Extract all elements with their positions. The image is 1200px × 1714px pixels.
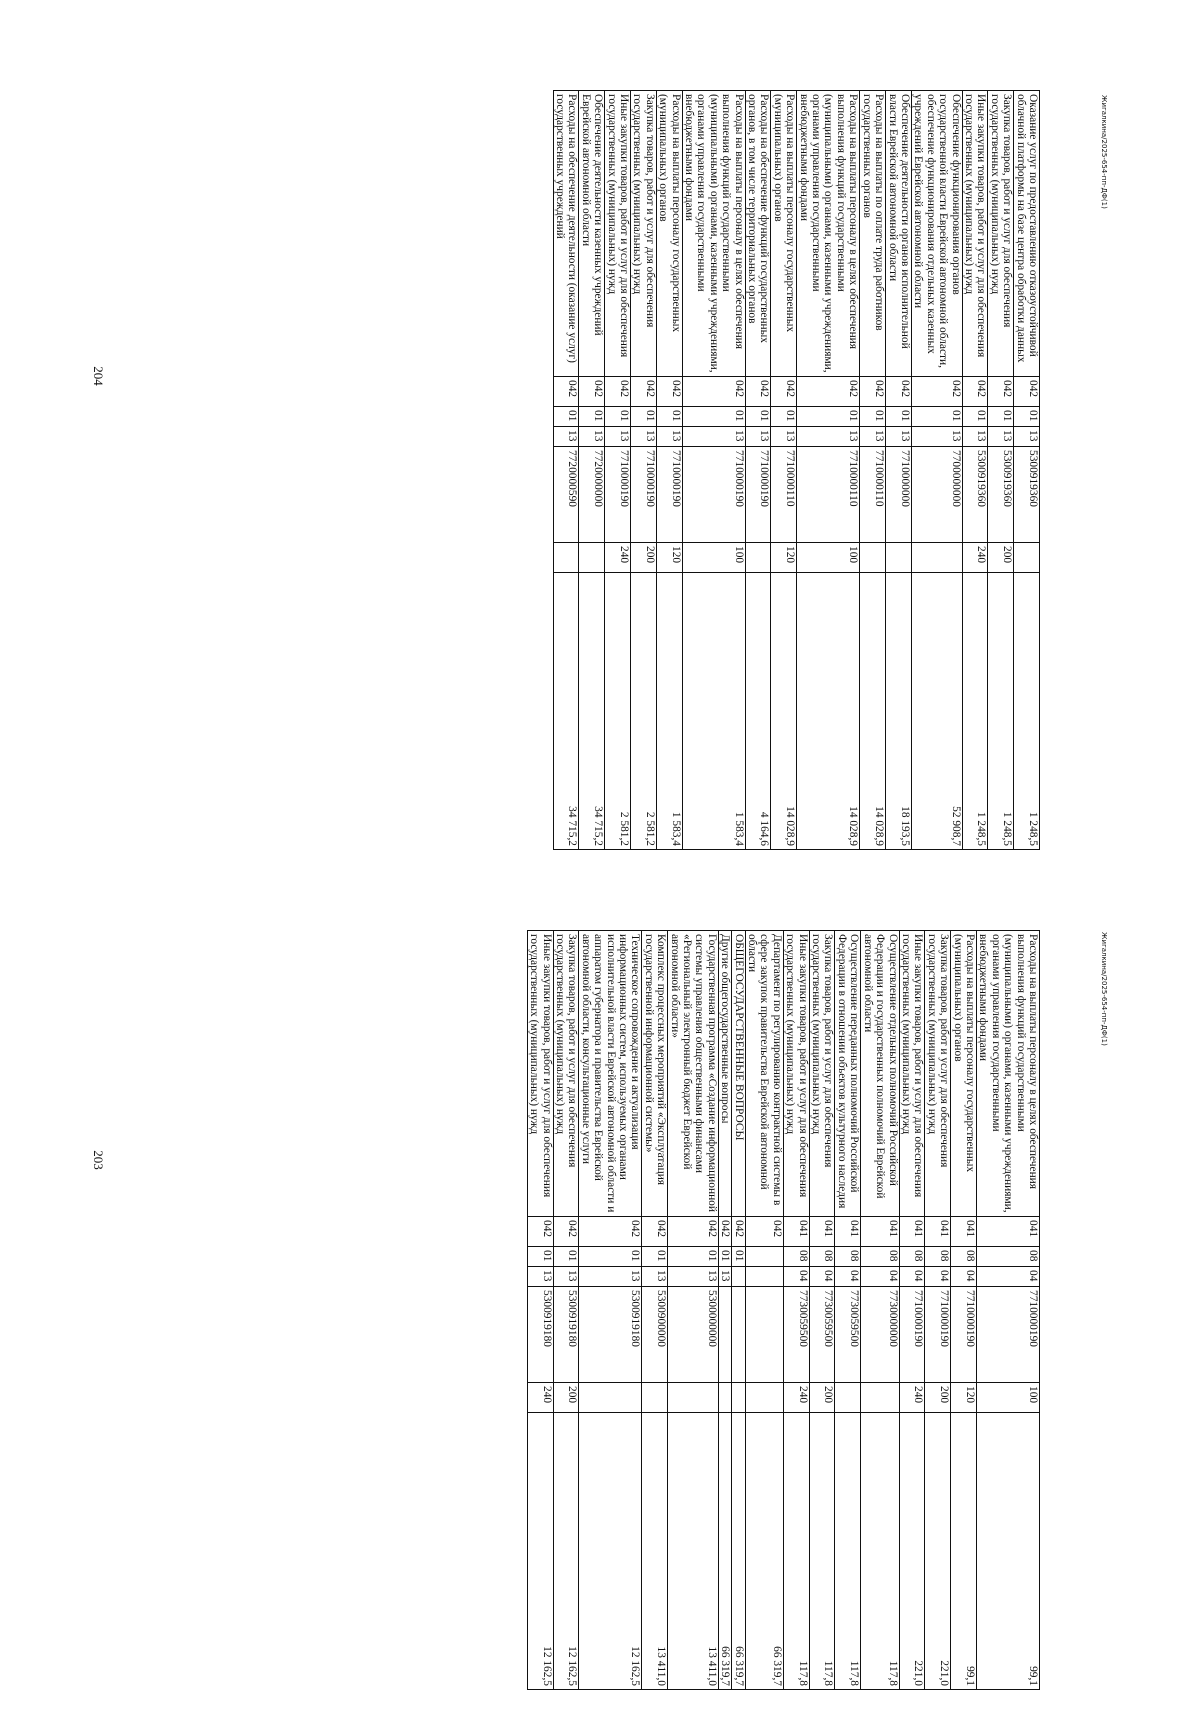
code-subsection: 13 [797, 427, 860, 447]
row-name: Комплекс процессных мероприятий «Эксплуатация государственной информационной системы» [642, 931, 668, 1217]
row-amount: 13 411,0 [668, 1413, 719, 1690]
row-amount: 12 162,5 [553, 1413, 579, 1690]
code-grbs: 042 [797, 377, 860, 407]
code-target-item: 7710000190 [745, 447, 771, 543]
code-expense-type [886, 543, 912, 573]
code-target-item: 5300919180 [553, 1287, 579, 1383]
code-subsection: 13 [631, 427, 657, 447]
code-target-item: 7710000190 [656, 447, 682, 543]
code-expense-type: 120 [951, 1383, 977, 1413]
code-expense-type [745, 543, 771, 573]
table-row [579, 931, 642, 1690]
row-name: Осуществление отдельных полномочий Российской Федерации и государственных полномочий Еврейской автономной области [861, 931, 899, 1217]
row-name: Расходы на выплаты персоналу государственных (муниципальных) органов [656, 91, 682, 377]
code-subsection: 13 [911, 427, 962, 447]
code-section: 08 [951, 1247, 977, 1267]
row-name: Обеспечение деятельности органов исполнительной власти Еврейской автономной области [886, 91, 912, 377]
code-subsection: 04 [951, 1267, 977, 1287]
code-section: 01 [718, 1247, 731, 1267]
code-section: 01 [886, 407, 912, 427]
budget-table [527, 930, 1040, 1690]
code-section: 01 [988, 407, 1014, 427]
code-expense-type: 200 [553, 1383, 579, 1413]
row-name: Закупка товаров, работ и услуг для обеспечения государственных (муниципальных) нужд [553, 931, 579, 1217]
table-row [886, 91, 912, 850]
document-code: Жигалкина/2025-654-пп-ДФ(1) [1100, 932, 1108, 1046]
code-target-item [718, 1287, 731, 1383]
table-row [988, 91, 1014, 850]
row-amount: 117,8 [861, 1413, 899, 1690]
row-amount: 2 581,2 [631, 573, 657, 850]
code-section: 08 [861, 1247, 899, 1267]
code-target-item [745, 1287, 783, 1383]
code-subsection: 13 [642, 1267, 668, 1287]
budget-table [553, 90, 1040, 850]
code-section: 01 [656, 407, 682, 427]
table-row [579, 91, 605, 850]
code-grbs: 041 [809, 1217, 835, 1247]
row-name: Закупка товаров, работ и услуг для обеспечения государственных (муниципальных) нужд [809, 931, 835, 1217]
code-section: 01 [682, 407, 745, 427]
row-amount: 12 162,5 [579, 1413, 642, 1690]
code-section: 01 [745, 407, 771, 427]
table-row [605, 91, 631, 850]
code-expense-type: 240 [962, 543, 988, 573]
row-amount: 117,8 [783, 1413, 809, 1690]
code-target-item: 7700000000 [911, 447, 962, 543]
row-amount: 1 248,5 [1014, 573, 1040, 850]
row-name: Иные закупки товаров, работ и услуг для обеспечения государственных (муниципальных) нужд [783, 931, 809, 1217]
row-amount: 12 162,5 [527, 1413, 553, 1690]
code-section: 01 [527, 1247, 553, 1267]
table-row [976, 931, 1039, 1690]
code-target-item: 7710000190 [976, 1287, 1039, 1383]
code-section: 08 [809, 1247, 835, 1267]
table-row [925, 931, 951, 1690]
code-target-item: 5300919360 [1014, 447, 1040, 543]
code-section: 01 [1014, 407, 1040, 427]
code-subsection: 13 [860, 427, 886, 447]
row-name: Закупка товаров, работ и услуг для обеспечения государственных (муниципальных) нужд [631, 91, 657, 377]
table-row [861, 931, 899, 1690]
row-name: Расходы на выплаты персоналу государственных (муниципальных) органов [951, 931, 977, 1217]
code-grbs: 041 [951, 1217, 977, 1247]
code-expense-type [861, 1383, 899, 1413]
code-subsection: 13 [668, 1267, 719, 1287]
table-row [642, 931, 668, 1690]
code-target-item: 7710000190 [925, 1287, 951, 1383]
code-grbs: 042 [745, 377, 771, 407]
code-expense-type [642, 1383, 668, 1413]
row-name: Расходы на выплаты персоналу государственных (муниципальных) органов [771, 91, 797, 377]
table-row [809, 931, 835, 1690]
code-expense-type [860, 543, 886, 573]
row-amount: 13 411,0 [642, 1413, 668, 1690]
code-section: 08 [835, 1247, 861, 1267]
table-row [718, 931, 731, 1690]
code-subsection: 13 [553, 427, 579, 447]
row-amount: 1 583,4 [682, 573, 745, 850]
code-grbs: 041 [976, 1217, 1039, 1247]
code-target-item: 5300919360 [988, 447, 1014, 543]
code-section: 08 [899, 1247, 925, 1267]
code-grbs: 042 [1014, 377, 1040, 407]
code-section [745, 1247, 783, 1267]
budget-page-204 [300, 90, 1040, 850]
code-grbs: 042 [668, 1217, 719, 1247]
code-subsection: 13 [988, 427, 1014, 447]
row-name: Другие общегосударственные вопросы [718, 931, 731, 1217]
code-grbs: 041 [835, 1217, 861, 1247]
code-section: 01 [631, 407, 657, 427]
row-name: Расходы на выплаты персоналу в целях обеспечения выполнения функций государственными (муниципальными) органами, казенными учреждениями, органами управления государственными внебюджетными фондами [976, 931, 1039, 1217]
row-amount: 1 248,5 [962, 573, 988, 850]
code-grbs: 041 [861, 1217, 899, 1247]
code-section: 01 [642, 1247, 668, 1267]
code-target-item: 7710000190 [899, 1287, 925, 1383]
code-target-item: 7730000000 [861, 1287, 899, 1383]
code-target-item: 7730059500 [783, 1287, 809, 1383]
code-target-item: 7710000000 [886, 447, 912, 543]
code-expense-type: 240 [783, 1383, 809, 1413]
row-name: Расходы на выплаты по оплате труда работников государственных органов [860, 91, 886, 377]
document-code: Жигалкина/2025-654-пп-ДФ(1) [1100, 95, 1108, 209]
table-row [553, 931, 579, 1690]
row-name: Расходы на выплаты персоналу в целях обеспечения выполнения функций государственными (муниципальными) органами, казенными учреждениями, органами управления государственными внебюджетными фондами [682, 91, 745, 377]
table-row [527, 931, 553, 1690]
code-target-item: 5300919360 [962, 447, 988, 543]
page-number: 203 [90, 1150, 106, 1170]
row-name: Оказание услуг по предоставлению отказоустойчивой облачной платформы на базе центра обработки данных [1014, 91, 1040, 377]
code-grbs: 042 [553, 377, 579, 407]
code-section: 08 [976, 1247, 1039, 1267]
row-name: Техническое сопровождение и актуализация информационных систем, используемых органами исполнительной власти Еврейской автономной области и аппаратом губернатора и правительства Еврейской автономной области, консультационные услуги [579, 931, 642, 1217]
code-subsection: 13 [1014, 427, 1040, 447]
code-grbs: 041 [899, 1217, 925, 1247]
row-name: Расходы на обеспечение деятельности (оказание услуг) государственных учреждений [553, 91, 579, 377]
code-subsection: 13 [605, 427, 631, 447]
row-amount: 66 319,7 [732, 1413, 745, 1690]
code-expense-type: 240 [527, 1383, 553, 1413]
row-amount: 4 164,6 [745, 573, 771, 850]
code-subsection: 04 [899, 1267, 925, 1287]
table-row [771, 91, 797, 850]
row-amount: 117,8 [835, 1413, 861, 1690]
table-row [1014, 91, 1040, 850]
code-grbs: 042 [527, 1217, 553, 1247]
code-expense-type: 100 [797, 543, 860, 573]
code-subsection: 04 [925, 1267, 951, 1287]
code-grbs: 041 [783, 1217, 809, 1247]
code-grbs: 042 [605, 377, 631, 407]
row-amount: 66 319,7 [745, 1413, 783, 1690]
code-grbs: 042 [553, 1217, 579, 1247]
row-name: Департамент по регулированию контрактной системы в сфере закупок правительства Еврейской автономной области [745, 931, 783, 1217]
code-subsection: 13 [886, 427, 912, 447]
code-subsection: 04 [976, 1267, 1039, 1287]
code-expense-type: 240 [899, 1383, 925, 1413]
code-expense-type: 120 [656, 543, 682, 573]
code-section: 01 [732, 1247, 745, 1267]
code-grbs: 042 [579, 377, 605, 407]
code-expense-type [911, 543, 962, 573]
row-amount: 2 581,2 [605, 573, 631, 850]
code-section: 01 [797, 407, 860, 427]
code-grbs: 042 [631, 377, 657, 407]
code-target-item: 7710000190 [631, 447, 657, 543]
code-subsection: 04 [835, 1267, 861, 1287]
code-target-item: 7710000190 [605, 447, 631, 543]
code-grbs: 041 [925, 1217, 951, 1247]
code-target-item: 5300919180 [527, 1287, 553, 1383]
row-amount: 221,0 [925, 1413, 951, 1690]
code-grbs: 042 [988, 377, 1014, 407]
code-expense-type: 200 [925, 1383, 951, 1413]
code-subsection: 04 [809, 1267, 835, 1287]
code-expense-type: 200 [631, 543, 657, 573]
row-amount: 34 715,2 [553, 573, 579, 850]
code-grbs: 042 [682, 377, 745, 407]
code-subsection: 13 [682, 427, 745, 447]
code-section: 01 [579, 407, 605, 427]
code-target-item: 7710000110 [771, 447, 797, 543]
row-amount: 52 908,7 [911, 573, 962, 850]
code-expense-type [1014, 543, 1040, 573]
row-amount: 66 319,7 [718, 1413, 731, 1690]
row-name: Расходы на обеспечение функций государственных органов, в том числе территориальных органов [745, 91, 771, 377]
code-section: 01 [911, 407, 962, 427]
code-section: 01 [771, 407, 797, 427]
code-expense-type: 100 [976, 1383, 1039, 1413]
row-amount: 14 028,9 [797, 573, 860, 850]
code-grbs: 042 [642, 1217, 668, 1247]
code-grbs: 042 [962, 377, 988, 407]
table-row [668, 931, 719, 1690]
code-target-item: 7710000190 [951, 1287, 977, 1383]
budget-page-203 [250, 930, 1040, 1690]
code-subsection: 13 [771, 427, 797, 447]
table-row [797, 91, 860, 850]
code-subsection: 13 [527, 1267, 553, 1287]
table-row [911, 91, 962, 850]
row-amount: 34 715,2 [579, 573, 605, 850]
code-section: 08 [925, 1247, 951, 1267]
row-name: Обеспечение функционирования органов государственной власти Еврейской автономной области, обеспечение функционирования отдельных казенных учреждений Еврейской автономной области [911, 91, 962, 377]
code-expense-type: 100 [682, 543, 745, 573]
row-name: Государственная программа «Создание информационной системы управления общественными финансами «Региональный электронный бюджет Еврейской автономной области» [668, 931, 719, 1217]
code-grbs: 042 [732, 1217, 745, 1247]
code-target-item: 7710000110 [797, 447, 860, 543]
code-grbs: 042 [911, 377, 962, 407]
row-amount: 99,1 [951, 1413, 977, 1690]
row-amount: 1 583,4 [656, 573, 682, 850]
code-target-item [732, 1287, 745, 1383]
code-expense-type [668, 1383, 719, 1413]
budget-table-body [527, 931, 1039, 1690]
code-target-item: 7720000590 [553, 447, 579, 543]
table-row [745, 931, 783, 1690]
code-grbs: 042 [860, 377, 886, 407]
code-subsection: 13 [962, 427, 988, 447]
code-expense-type [732, 1383, 745, 1413]
code-expense-type [745, 1383, 783, 1413]
page-number: 204 [90, 366, 106, 386]
code-section: 01 [579, 1247, 642, 1267]
code-target-item: 5300900000 [642, 1287, 668, 1383]
code-target-item: 7710000190 [682, 447, 745, 543]
table-row [732, 931, 745, 1690]
code-section: 01 [553, 1247, 579, 1267]
code-section: 01 [605, 407, 631, 427]
code-subsection: 04 [783, 1267, 809, 1287]
code-target-item: 5300919180 [579, 1287, 642, 1383]
code-expense-type: 200 [988, 543, 1014, 573]
code-expense-type [835, 1383, 861, 1413]
code-target-item: 7730059500 [835, 1287, 861, 1383]
code-grbs: 042 [886, 377, 912, 407]
table-row [835, 931, 861, 1690]
code-section: 08 [783, 1247, 809, 1267]
row-amount: 99,1 [976, 1413, 1039, 1690]
row-name: Иные закупки товаров, работ и услуг для обеспечения государственных (муниципальных) нужд [962, 91, 988, 377]
code-subsection: 04 [861, 1267, 899, 1287]
row-name: Иные закупки товаров, работ и услуг для обеспечения государственных (муниципальных) нужд [899, 931, 925, 1217]
table-row [745, 91, 771, 850]
code-grbs: 042 [771, 377, 797, 407]
code-expense-type [718, 1383, 731, 1413]
code-section: 01 [962, 407, 988, 427]
code-section: 01 [860, 407, 886, 427]
code-expense-type [579, 543, 605, 573]
code-target-item: 7730059500 [809, 1287, 835, 1383]
table-row [860, 91, 886, 850]
code-grbs: 042 [579, 1217, 642, 1247]
row-amount: 221,0 [899, 1413, 925, 1690]
row-amount: 14 028,9 [771, 573, 797, 850]
row-name: Иные закупки товаров, работ и услуг для обеспечения государственных (муниципальных) нужд [527, 931, 553, 1217]
row-name: ОБЩЕГОСУДАРСТВЕННЫЕ ВОПРОСЫ [732, 931, 745, 1217]
code-expense-type: 240 [605, 543, 631, 573]
code-subsection: 13 [718, 1267, 731, 1287]
table-row [783, 931, 809, 1690]
code-grbs: 042 [656, 377, 682, 407]
code-expense-type: 200 [809, 1383, 835, 1413]
row-amount: 14 028,9 [860, 573, 886, 850]
code-subsection: 13 [745, 427, 771, 447]
code-section: 01 [668, 1247, 719, 1267]
code-subsection: 13 [579, 427, 605, 447]
row-name: Иные закупки товаров, работ и услуг для обеспечения государственных (муниципальных) нужд [605, 91, 631, 377]
code-expense-type: 120 [771, 543, 797, 573]
row-name: Обеспечение деятельности казенных учреждений Еврейской автономной области [579, 91, 605, 377]
code-grbs: 042 [745, 1217, 783, 1247]
row-name: Закупка товаров, работ и услуг для обеспечения государственных (муниципальных) нужд [925, 931, 951, 1217]
row-name: Осуществление переданных полномочий Российской Федерации в отношении объектов культурного наследия [835, 931, 861, 1217]
code-grbs: 042 [718, 1217, 731, 1247]
table-row [631, 91, 657, 850]
code-subsection: 13 [553, 1267, 579, 1287]
code-target-item: 5300000000 [668, 1287, 719, 1383]
code-expense-type [579, 1383, 642, 1413]
code-subsection [732, 1267, 745, 1287]
table-row [656, 91, 682, 850]
code-target-item: 7720000000 [579, 447, 605, 543]
table-row [951, 931, 977, 1690]
row-name: Расходы на выплаты персоналу в целях обеспечения выполнения функций государственными (муниципальными) органами, казенными учреждениями, органами управления государственными внебюджетными фондами [797, 91, 860, 377]
row-amount: 1 248,5 [988, 573, 1014, 850]
budget-table-body [553, 91, 1039, 850]
row-amount: 117,8 [809, 1413, 835, 1690]
row-amount: 18 193,5 [886, 573, 912, 850]
code-section: 01 [553, 407, 579, 427]
code-subsection: 13 [579, 1267, 642, 1287]
table-row [962, 91, 988, 850]
table-row [899, 931, 925, 1690]
table-row [682, 91, 745, 850]
code-expense-type [553, 543, 579, 573]
code-target-item: 7710000110 [860, 447, 886, 543]
code-subsection [745, 1267, 783, 1287]
code-subsection: 13 [656, 427, 682, 447]
row-name: Закупка товаров, работ и услуг для обеспечения государственных (муниципальных) нужд [988, 91, 1014, 377]
table-row [553, 91, 579, 850]
